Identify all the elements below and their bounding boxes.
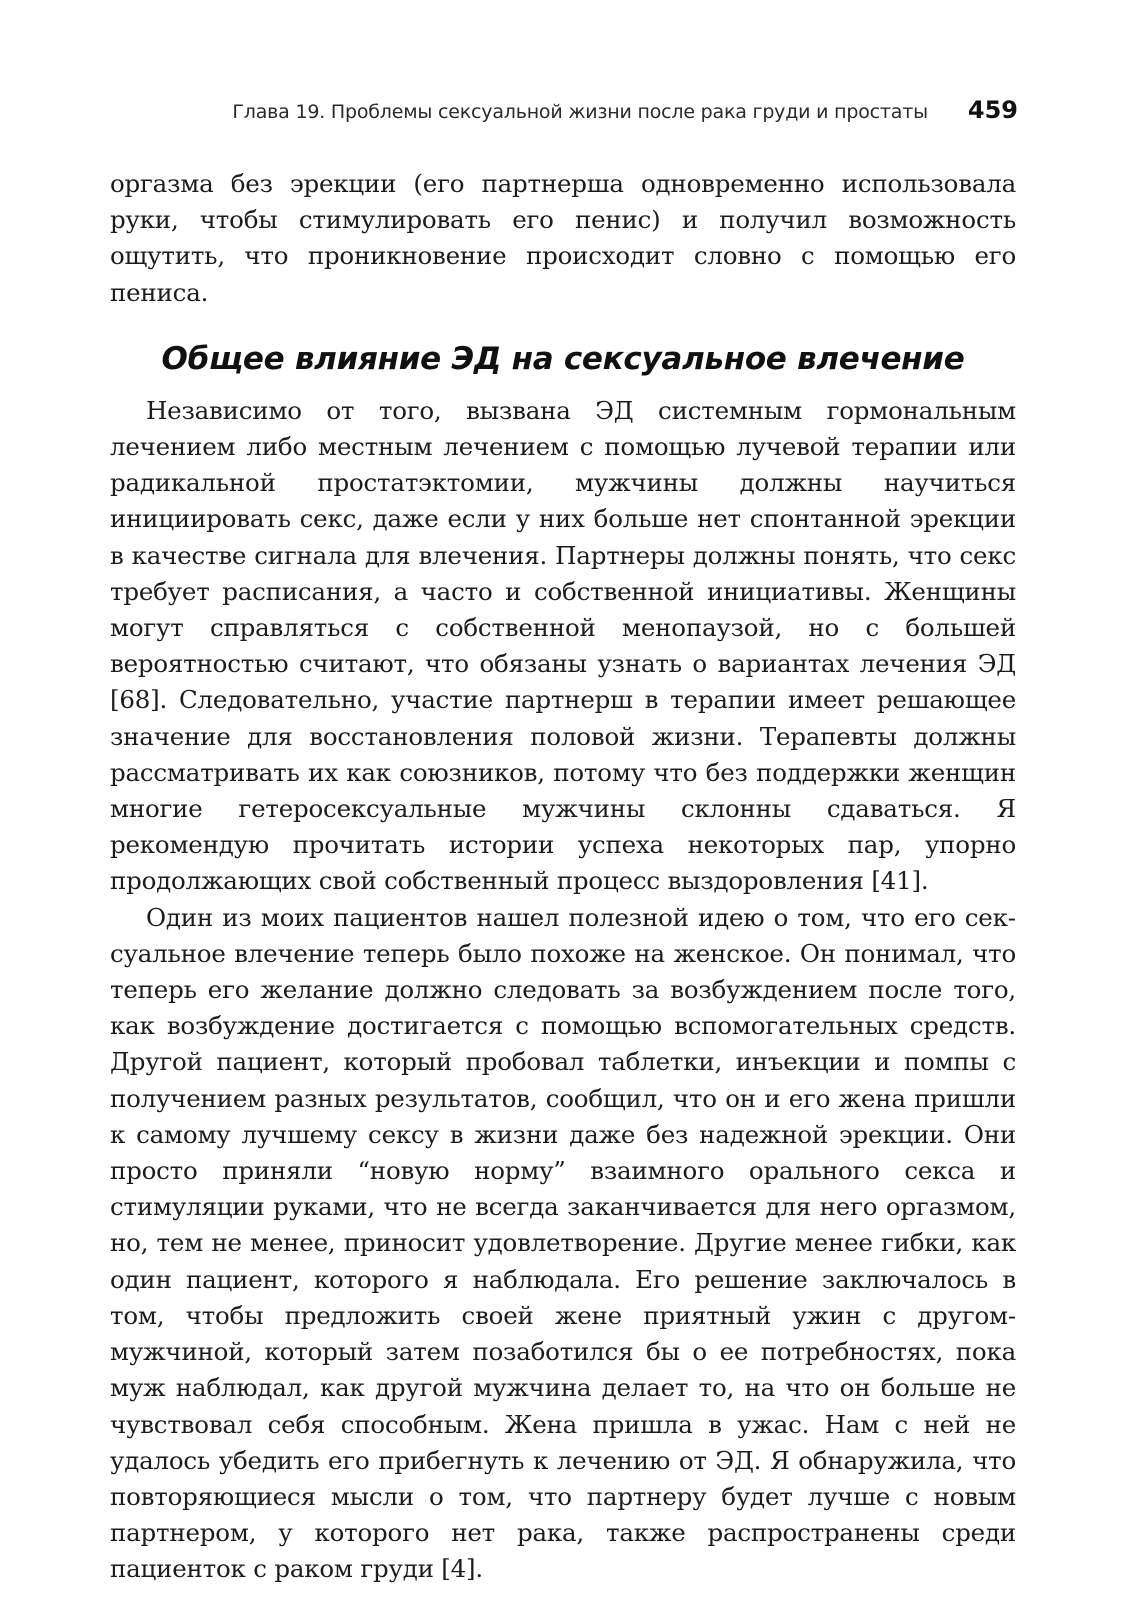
page-number: 459 (967, 96, 1018, 124)
running-header (110, 96, 1018, 124)
paragraph: Один из моих пациентов нашел полезной идею о том, что его сексуальное влечение теперь было похоже на женское. Он понимал, что теперь его желание должно следовать за возбуждением после того, как возбуждение достигается с помощью вспомогательных средств. Другой пациент, который пробовал таблетки, инъекции и помпы с получением разных результатов, сообщил, что он и его жена пришли к самому лучшему сексу в жизни даже без надежной эрекции. Они просто приняли “новую норму” взаимного орального секса и стимуляции руками, что не всегда заканчивается для него оргазмом, но, тем не менее, приносит удовлетворение. Другие менее гибки, как один пациент, которого я наблюдала. Его решение заключалось в том, чтобы предложить своей жене приятный ужин с другом-мужчиной, который затем позаботился бы о ее потребностях, пока муж наблюдал, как другой мужчина делает то, на что он больше не чувствовал себя способным. Жена пришла в ужас. Нам с ней не удалось убедить его прибегнуть к лечению от ЭД. Я обнаружила, что повторяющиеся мысли о том, что партнеру будет лучше с новым партнером, у которого нет рака, также распространены среди пациенток с раком груди [4]. (110, 902, 1016, 1584)
continuation-paragraph: оргазма без эрекции (его партнерша одновременно использовала руки, чтобы стимулировать его пенис) и получил возможность ощутить, что проникновение происходит словно с помощью его пениса. (110, 169, 1016, 307)
book-page (110, 96, 1016, 1588)
section-heading: Общее влияние ЭД на сексуальное влечение (161, 340, 965, 377)
paragraph: Независимо от того, вызвана ЭД системным гормональным лечением либо местным лечением с помощью лучевой терапии или радикальной простатэктомии, мужчины должны научиться инициировать секс, даже если у них больше нет спонтанной эрекции в качестве сигнала для влечения. Партнеры должны понять, что секс требует расписания, а часто и собственной инициативы. Женщины могут справляться с собственной менопаузой, но с большей вероятностью считают, что обязаны узнать о вариантах лечения ЭД [68]. Следовательно, участие партнерш в терапии имеет решающее значение для восстановления половой жизни. Терапевты должны рассматривать их как союзников, потому что без поддержки женщин многие гетеросексуальные мужчины склонны сдаваться. Я рекомендую прочитать истории успеха некоторых пар, упорно продолжающих свой собственный процесс выздоровления [41]. (110, 395, 1016, 896)
chapter-title: Глава 19. Проблемы сексуальной жизни после рака груди и простаты (232, 101, 928, 123)
